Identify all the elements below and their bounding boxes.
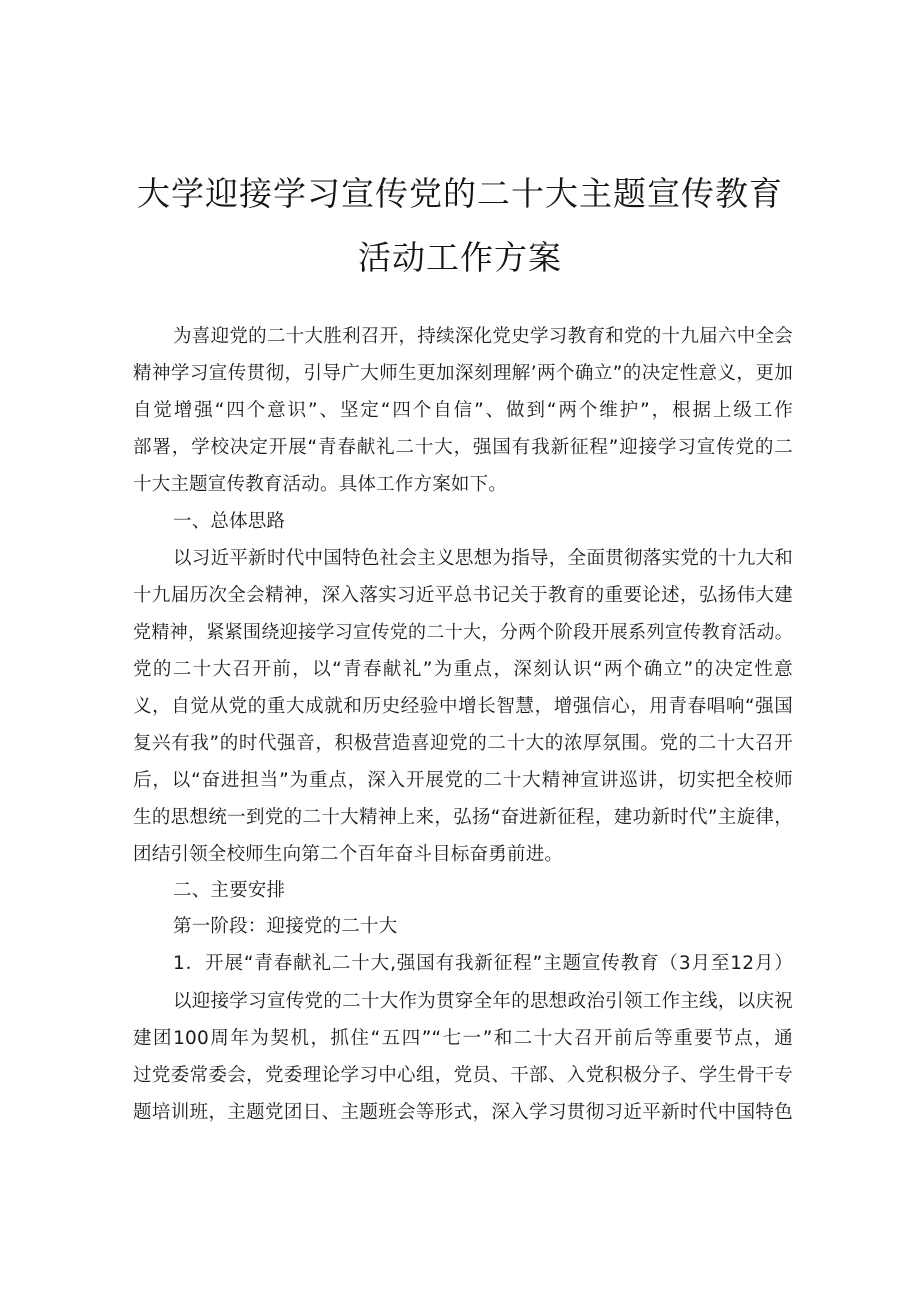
paragraph-line: 义，自觉从党的重大成就和历史经验中增长智慧，增强信心，用青春唱响“强国 (133, 696, 793, 717)
section-heading: 二、主要安排 (173, 880, 286, 901)
paragraph-line: 团结引领全校师生向第二个百年奋斗目标奋勇前进。 (133, 844, 564, 865)
item-heading: 1．开展“青春献礼二十大,强国有我新征程”主题宣传教育（3月至12月） (173, 953, 793, 974)
section-heading: 一、总体思路 (173, 511, 286, 532)
paragraph-line: 生的思想统一到党的二十大精神上来，弘扬“奋进新征程，建功新时代”主旋律， (133, 807, 793, 828)
paragraph-line: 精神学习宣传贯彻，引导广大师生更加深刻理解’两个确立”的决定性意义，更加 (133, 363, 793, 384)
paragraph-line: 建团100周年为契机，抓住“五四”“七一”和二十大召开前后等重要节点，通 (133, 1028, 793, 1049)
paragraph-line: 十大主题宣传教育活动。具体工作方案如下。 (133, 474, 508, 495)
document-title-line-2: 活动工作方案 (358, 238, 562, 277)
paragraph-line: 自觉增强“四个意识”、坚定“四个自信”、做到“两个维护”，根据上级工作 (133, 400, 793, 421)
subsection-heading: 第一阶段：迎接党的二十大 (173, 916, 398, 937)
paragraph-line: 题培训班，主题党团日、主题班会等形式，深入学习贯彻习近平新时代中国特色 (133, 1102, 793, 1123)
paragraph-line: 十九届历次全会精神，深入落实习近平总书记关于教育的重要论述，弘扬伟大建 (133, 585, 793, 606)
paragraph-line: 党的二十大召开前，以“青春献礼”为重点，深刻认识“两个确立”的决定性意 (133, 659, 793, 680)
paragraph-line: 以迎接学习宣传党的二十大作为贯穿全年的思想政治引领工作主线，以庆祝 (173, 991, 793, 1012)
document-title-line-1: 大学迎接学习宣传党的二十大主题宣传教育 (137, 174, 783, 213)
paragraph-line: 部署，学校决定开展“青春献礼二十大，强国有我新征程”迎接学习宣传党的二 (133, 437, 793, 458)
paragraph-line: 过党委常委会，党委理论学习中心组，党员、干部、入党积极分子、学生骨干专 (133, 1065, 793, 1086)
paragraph-line: 以习近平新时代中国特色社会主义思想为指导，全面贯彻落实党的十九大和 (173, 548, 793, 569)
paragraph-line: 党精神，紧紧围绕迎接学习宣传党的二十大，分两个阶段开展系列宣传教育活动。 (133, 622, 793, 643)
paragraph-line: 后，以“奋进担当”为重点，深入开展党的二十大精神宣讲巡讲，切实把全校师 (133, 770, 793, 791)
paragraph-line: 为喜迎党的二十大胜利召开，持续深化党史学习教育和党的十九届六中全会 (173, 326, 793, 347)
paragraph-line: 复兴有我”的时代强音，积极营造喜迎党的二十大的浓厚氛围。党的二十大召开 (133, 733, 793, 754)
